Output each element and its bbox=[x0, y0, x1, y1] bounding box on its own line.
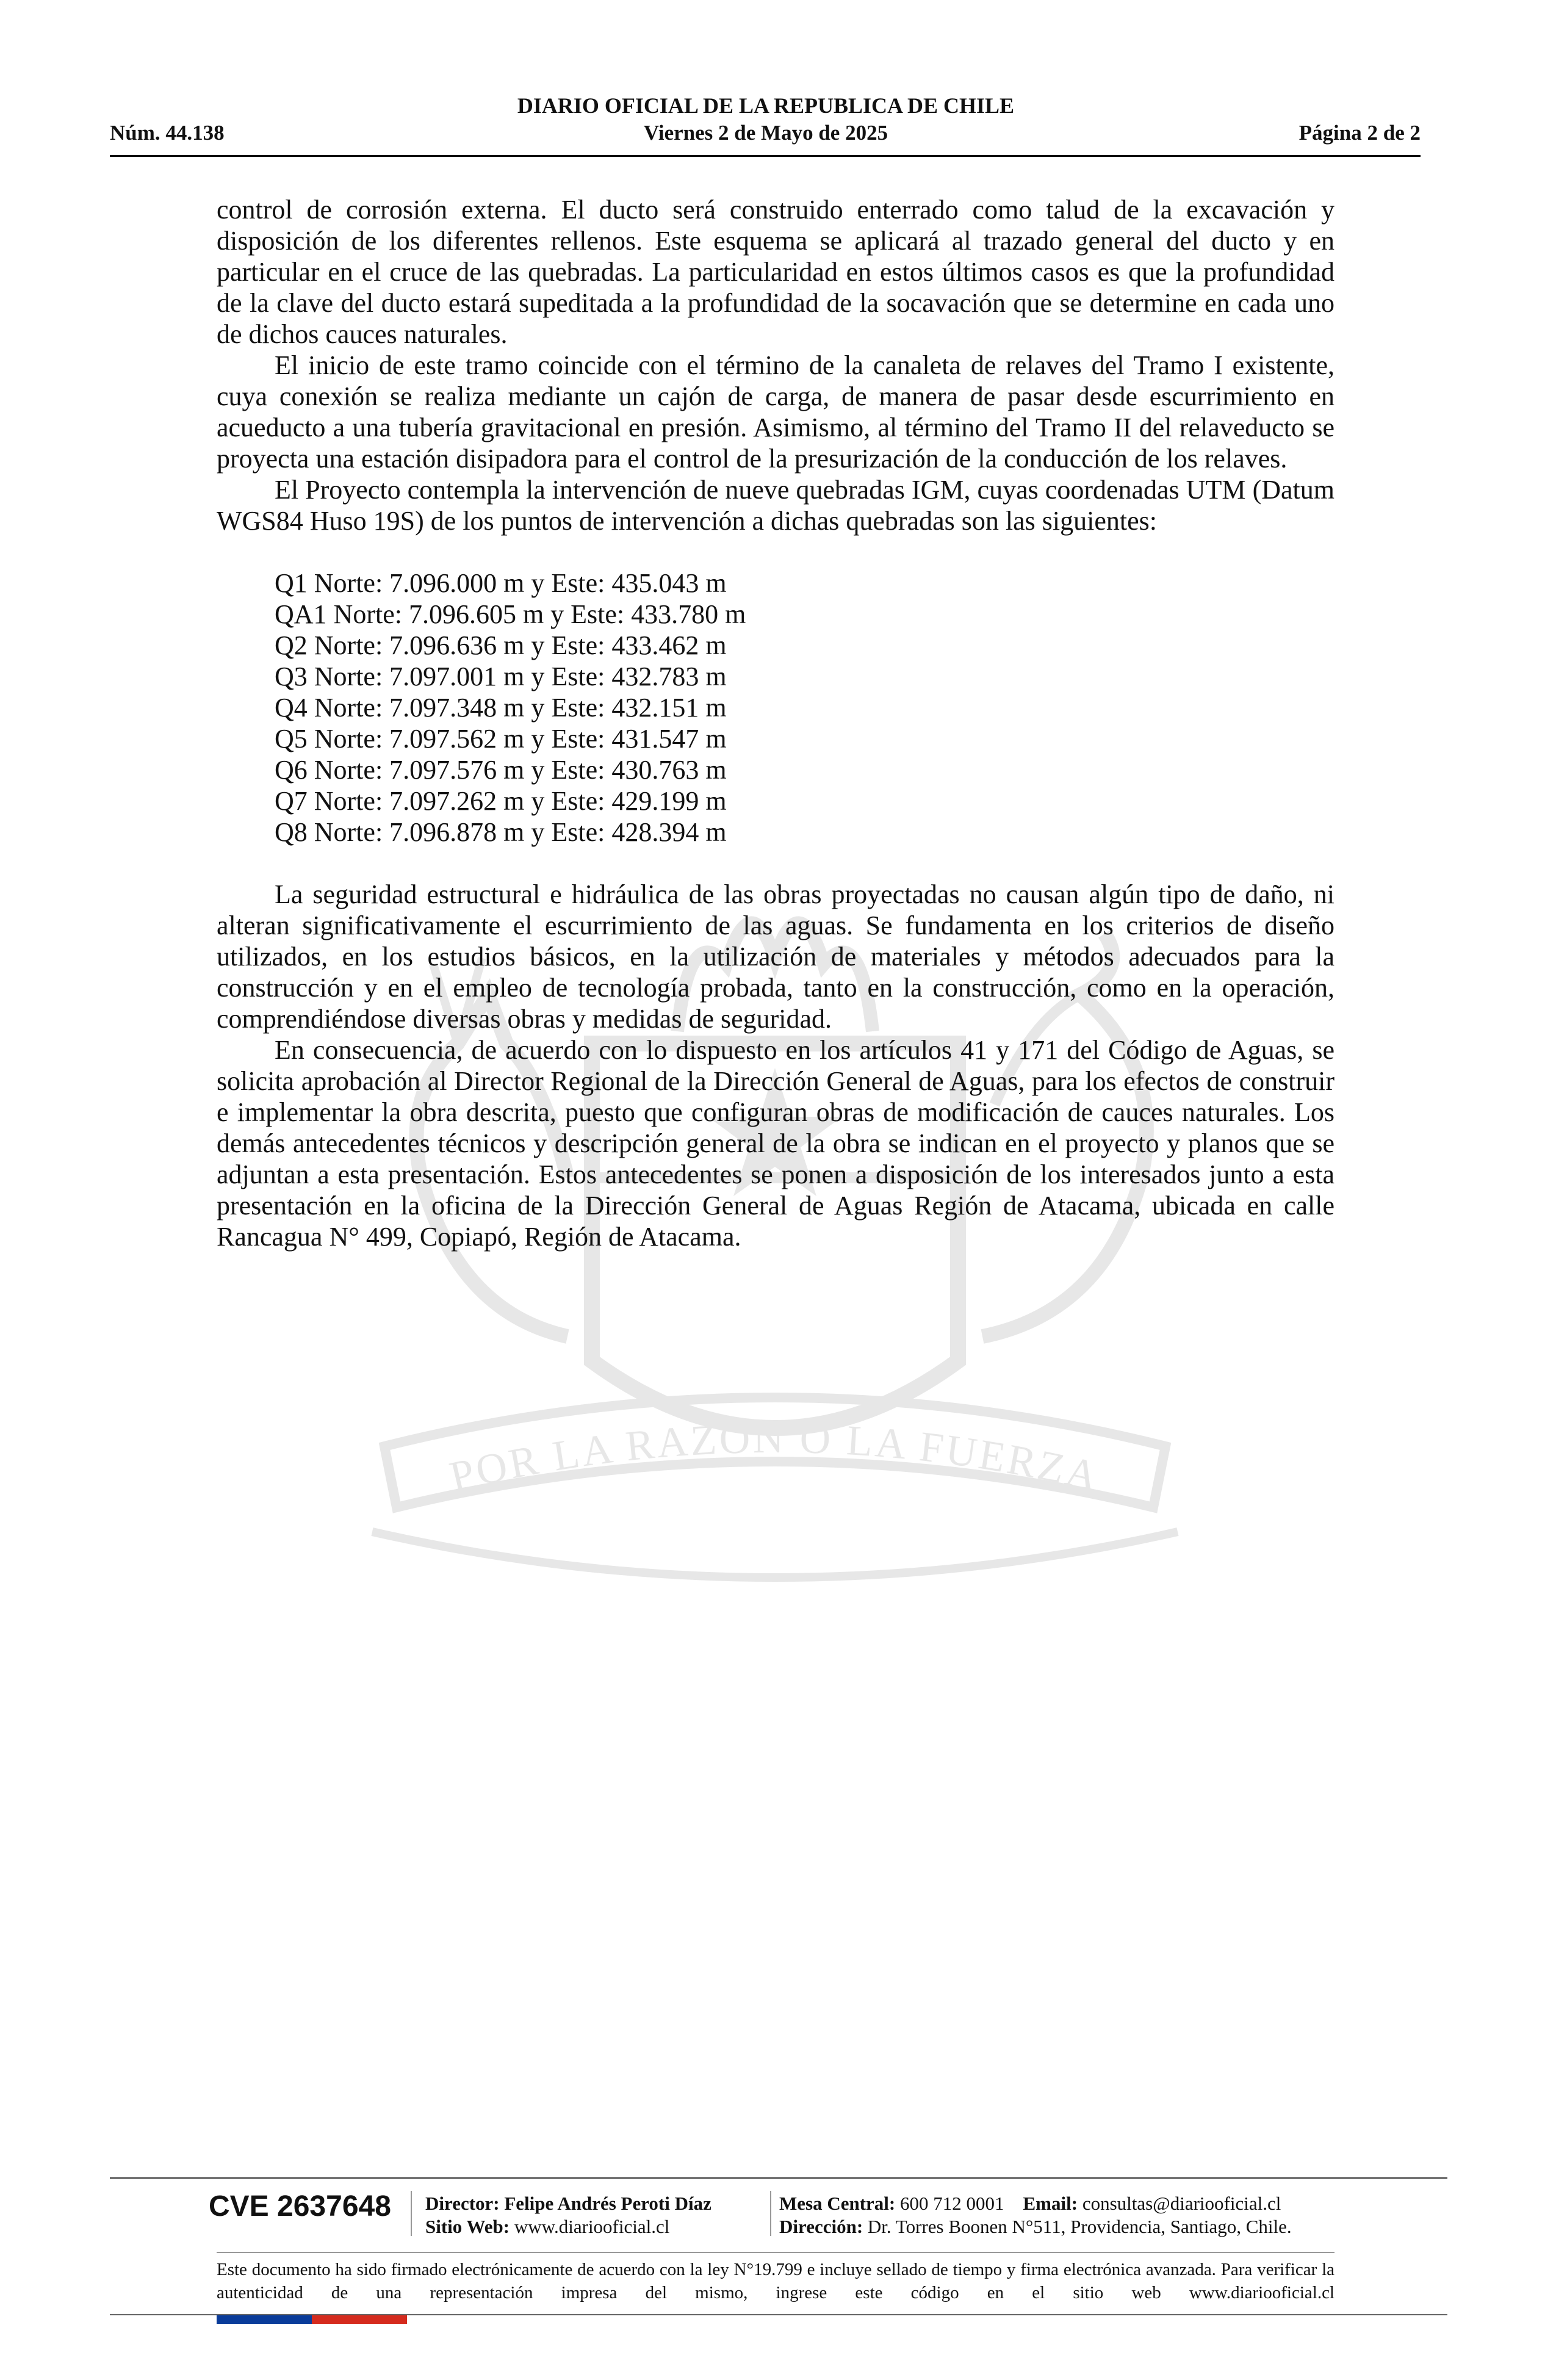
issue-number: Núm. 44.138 bbox=[110, 121, 225, 145]
coordinate-item: Q6 Norte: 7.097.576 m y Este: 430.763 m bbox=[275, 755, 727, 785]
footer-separator bbox=[411, 2191, 412, 2236]
address-label: Dirección: bbox=[779, 2216, 863, 2237]
paragraph-2: El inicio de este tramo coincide con el término de la canaleta de relaves del Tramo I existente, cuya conexión se realiza mediante un cajón de carga, de manera de pasar desde escurrimiento en acueducto a una tubería gravitacional en presión. Asimismo, al término del Tramo II del relaveducto se proyecta una estación disipadora para el control de la presurización de la conducción de los relaves. bbox=[217, 350, 1334, 474]
coordinates-list bbox=[217, 568, 1334, 848]
coordinate-item: Q2 Norte: 7.096.636 m y Este: 433.462 m bbox=[275, 630, 727, 660]
paragraph-5: En consecuencia, de acuerdo con lo dispuesto en los artículos 41 y 171 del Código de Aguas, se solicita aprobación al Director Regional de la Dirección General de Aguas, para los efectos de construir e implementar la obra descrita, puesto que configuran obras de modificación de cauces naturales. Los demás antecedentes técnicos y descripción general de la obra se indican en el proyecto y planos que se adjuntan a esta presentación. Estos antecedentes se ponen a disposición de los interesados junto a esta presentación en la oficina de la Dirección General de Aguas Región de Atacama, ubicada en calle Rancagua N° 499, Copiapó, Región de Atacama. bbox=[217, 1035, 1334, 1252]
footer-divider-top bbox=[110, 2177, 1447, 2179]
email-label: Email: bbox=[1023, 2193, 1078, 2214]
flag-blue-segment bbox=[217, 2315, 312, 2324]
watermark-motto: POR LA RAZON O LA FUERZA bbox=[445, 1415, 1104, 1501]
issue-date: Viernes 2 de Mayo de 2025 bbox=[643, 121, 888, 145]
coordinate-item: Q4 Norte: 7.097.348 m y Este: 432.151 m bbox=[275, 693, 727, 723]
coordinate-item: Q1 Norte: 7.096.000 m y Este: 435.043 m bbox=[275, 568, 727, 598]
flag-stripe bbox=[217, 2315, 407, 2324]
coordinate-item: Q5 Norte: 7.097.562 m y Este: 431.547 m bbox=[275, 724, 727, 754]
director-label: Director: bbox=[425, 2193, 500, 2214]
paragraph-3: El Proyecto contempla la intervención de nueve quebradas IGM, cuyas coordenadas UTM (Datum WGS84 Huso 19S) de los puntos de intervención a dichas quebradas son las siguientes: bbox=[217, 475, 1334, 536]
coordinate-item: QA1 Norte: 7.096.605 m y Este: 433.780 m bbox=[275, 599, 746, 629]
phone-value: 600 712 0001 bbox=[900, 2193, 1004, 2214]
site-label: Sitio Web: bbox=[425, 2216, 510, 2237]
footer-separator bbox=[770, 2191, 771, 2236]
address-value: Dr. Torres Boonen N°511, Providencia, Santiago, Chile. bbox=[867, 2216, 1292, 2237]
svg-text:POR LA RAZON O LA FUERZA bbox=[445, 1415, 1104, 1501]
footer-contact-block bbox=[779, 2192, 1292, 2238]
director-name: Felipe Andrés Peroti Díaz bbox=[504, 2193, 711, 2214]
coordinate-item: Q3 Norte: 7.097.001 m y Este: 432.783 m bbox=[275, 662, 727, 691]
phone-label: Mesa Central: bbox=[779, 2193, 896, 2214]
email-link[interactable]: consultas@diariooficial.cl bbox=[1082, 2193, 1281, 2214]
header-divider bbox=[110, 155, 1421, 157]
article-body bbox=[217, 194, 1334, 1252]
site-link[interactable]: www.diariooficial.cl bbox=[514, 2216, 670, 2237]
paragraph-1: control de corrosión externa. El ducto será construido enterrado como talud de la excavación y disposición de los diferentes rellenos. Este esquema se aplicará al trazado general del ducto y en particular en el cruce de las quebradas. La particularidad en estos últimos casos es que la profundidad de la clave del ducto estará supeditada a la profundidad de la socavación que se determine en cada uno de dichos cauces naturales. bbox=[217, 195, 1334, 349]
paragraph-4: La seguridad estructural e hidráulica de las obras proyectadas no causan algún tipo de daño, ni alteran significativamente el escurrimiento de las aguas. Se fundamenta en los criterios de diseño utilizados, en los estudios básicos, en la utilización de materiales y métodos adecuados para la construcción y en el empleo de tecnología probada, tanto en la construcción, como en la operación, comprendiéndose diversas obras y medidas de seguridad. bbox=[217, 879, 1334, 1034]
flag-red-segment bbox=[312, 2315, 407, 2324]
signature-notice: Este documento ha sido firmado electrónicamente de acuerdo con la ley N°19.799 e incluye sellado de tiempo y firma electrónica avanzada. Para verificar la autenticidad de una representación impresa del mismo, ingrese este código en el sitio web www.diariooficial.cl bbox=[217, 2260, 1334, 2302]
cve-code: CVE 2637648 bbox=[209, 2190, 391, 2223]
coordinate-item: Q8 Norte: 7.096.878 m y Este: 428.394 m bbox=[275, 817, 727, 847]
coordinate-item: Q7 Norte: 7.097.262 m y Este: 429.199 m bbox=[275, 786, 727, 816]
page-indicator: Página 2 de 2 bbox=[1298, 121, 1421, 145]
newspaper-title: DIARIO OFICIAL DE LA REPUBLICA DE CHILE bbox=[517, 93, 1015, 118]
footer-director-block bbox=[425, 2192, 711, 2238]
footer-divider-mid bbox=[217, 2252, 1334, 2253]
